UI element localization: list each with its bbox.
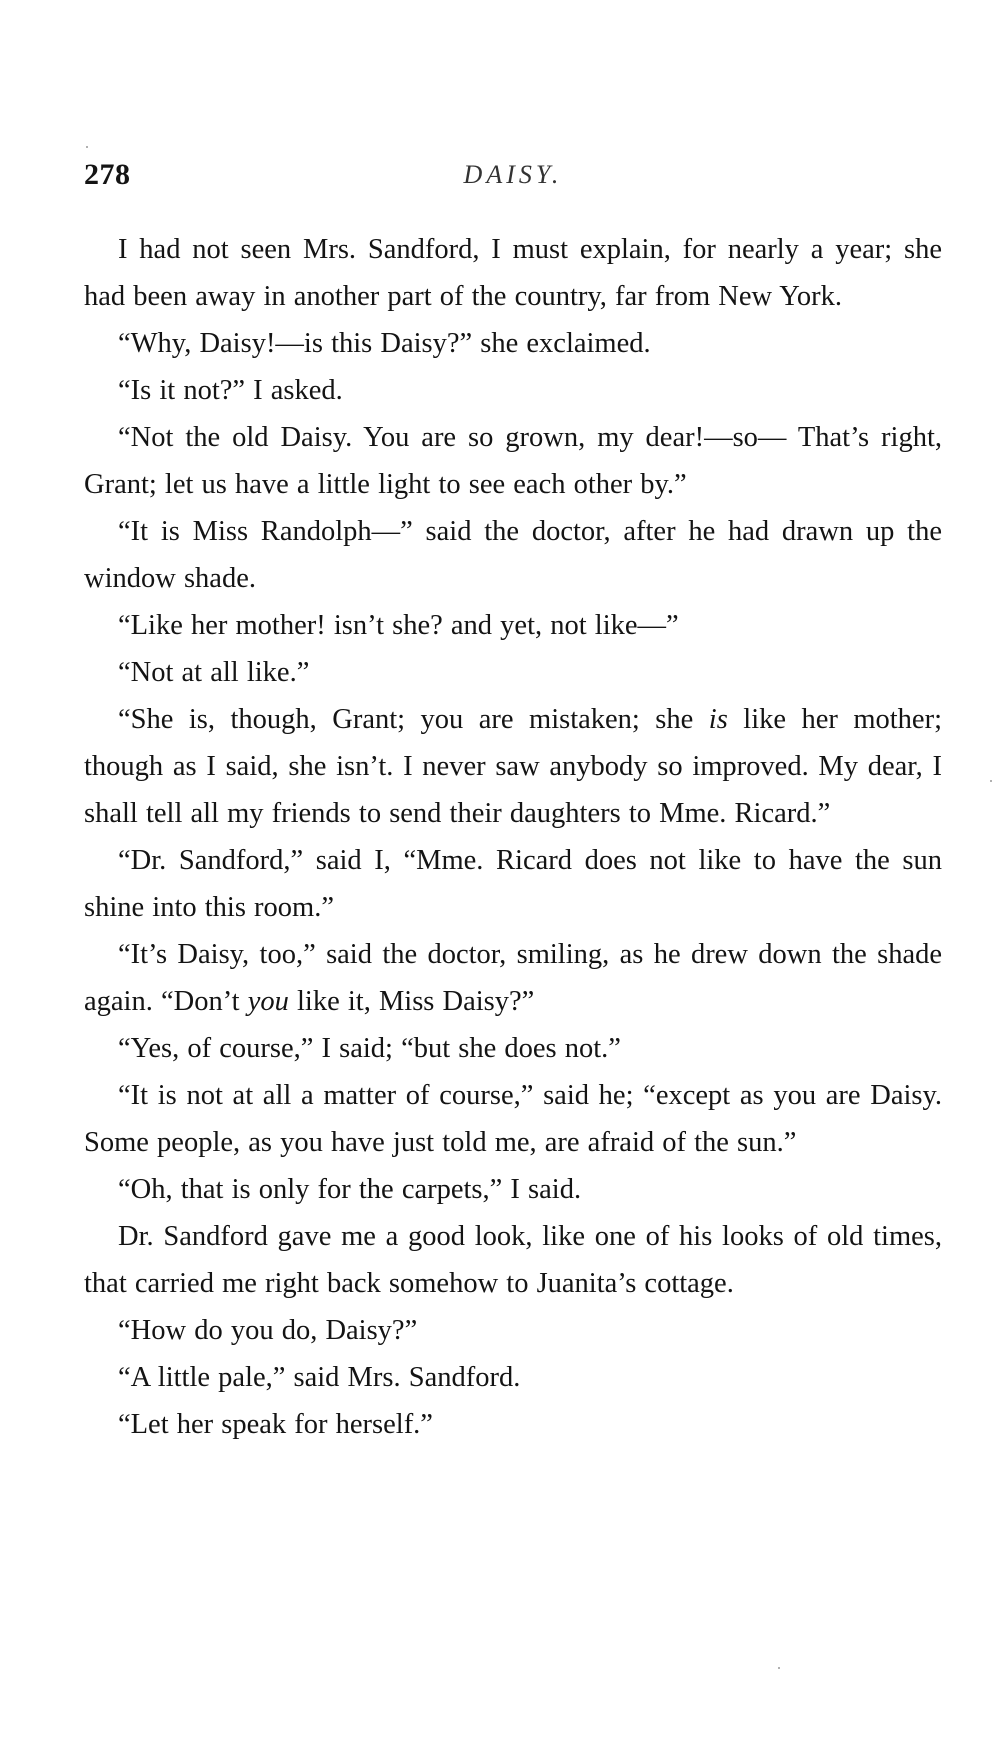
paragraph: “Is it not?” I asked. bbox=[118, 375, 343, 406]
paragraph: “How do you do, Daisy?” bbox=[118, 1315, 418, 1346]
text-run: like it, Miss Daisy?” bbox=[288, 986, 535, 1017]
text-run: “She is, though, Grant; you are mistaken; she bbox=[118, 704, 709, 735]
paragraph: “It is Miss Randolph—” said the doctor, after he had drawn up the window shade. bbox=[84, 516, 942, 594]
paragraph: “Not at all like.” bbox=[118, 657, 310, 688]
text-run: “It’s Daisy, too,” said the doctor, smiling, as he drew down the shade again. “Don’t bbox=[84, 939, 942, 1017]
paragraph: “It is not at all a matter of course,” said he; “except as you are Daisy. Some people, as you have just told me, are afraid of the sun.” bbox=[84, 1080, 942, 1158]
paragraph: “Oh, that is only for the carpets,” I said. bbox=[118, 1174, 582, 1205]
paragraph bbox=[84, 696, 942, 837]
page-number: 278 bbox=[84, 158, 131, 191]
paragraph: “Not the old Daisy. You are so grown, my dear!—so— That’s right, Grant; let us have a little light to see each other by.” bbox=[84, 422, 942, 500]
body-text bbox=[84, 226, 942, 1448]
paragraph: “Let her speak for herself.” bbox=[118, 1409, 433, 1440]
paper-speck bbox=[86, 146, 88, 148]
paragraph: “A little pale,” said Mrs. Sandford. bbox=[118, 1362, 521, 1393]
running-title: DAISY. bbox=[463, 160, 563, 189]
paragraph bbox=[84, 931, 942, 1025]
emphasis: you bbox=[247, 986, 289, 1017]
paragraph: “Like her mother! isn’t she? and yet, not like—” bbox=[118, 610, 679, 641]
paragraph: I had not seen Mrs. Sandford, I must explain, for nearly a year; she had been away in another part of the country, far from New York. bbox=[84, 234, 942, 312]
emphasis: is bbox=[708, 704, 728, 735]
paper-speck bbox=[778, 1667, 780, 1669]
paragraph: Dr. Sandford gave me a good look, like one of his looks of old times, that carried me right back somehow to Juanita’s cottage. bbox=[84, 1221, 942, 1299]
paragraph: “Yes, of course,” I said; “but she does not.” bbox=[118, 1033, 621, 1064]
text-run: like her mother; though as I said, she isn’t. I never saw anybody so improved. My dear, I shall tell all my friends to send their daughters to Mme. Ricard.” bbox=[84, 704, 942, 829]
paragraph: “Why, Daisy!—is this Daisy?” she exclaimed. bbox=[118, 328, 651, 359]
page-header bbox=[84, 158, 942, 198]
paper-speck bbox=[990, 780, 992, 782]
paragraph: “Dr. Sandford,” said I, “Mme. Ricard does not like to have the sun shine into this room.” bbox=[84, 845, 942, 923]
